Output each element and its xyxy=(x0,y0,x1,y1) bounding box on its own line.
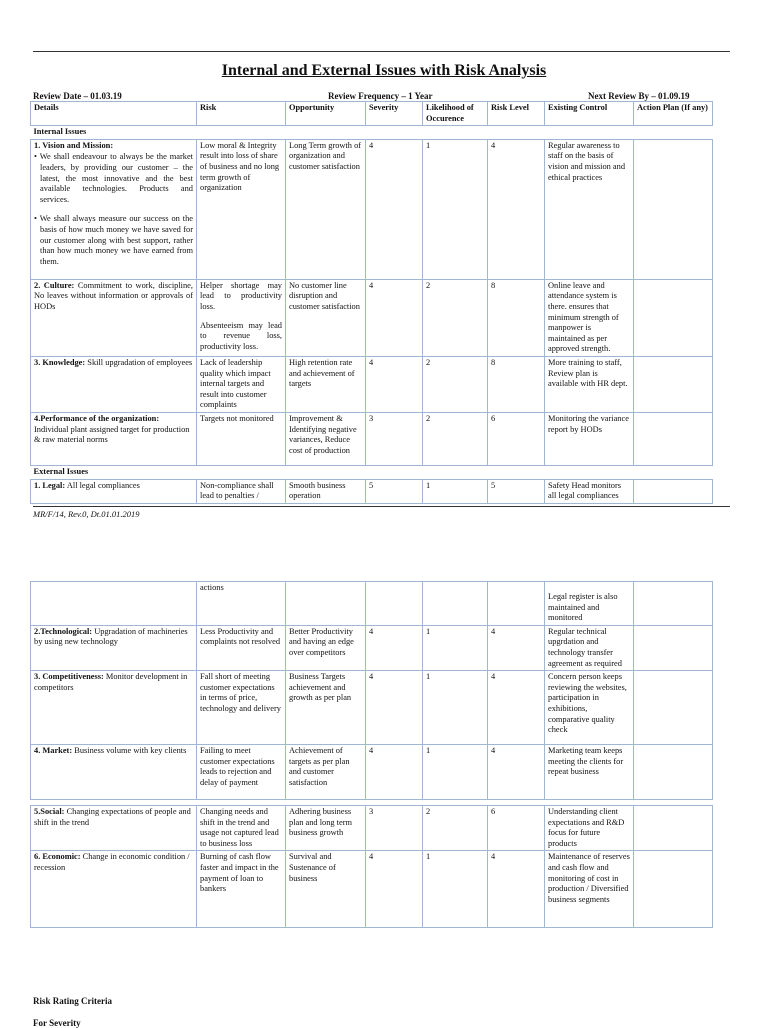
header-opportunity: Opportunity xyxy=(286,102,366,126)
table-header-row xyxy=(31,102,713,126)
risk-level-cell: 4 xyxy=(488,671,545,745)
action-plan-cell xyxy=(634,745,713,800)
likelihood-cell: 1 xyxy=(423,139,488,279)
row-heading: 1. Vision and Mission: xyxy=(34,140,114,150)
table-row xyxy=(31,625,713,670)
severity-cell: 3 xyxy=(366,806,423,851)
table-row xyxy=(31,671,713,745)
action-plan-cell xyxy=(634,139,713,279)
action-plan-cell xyxy=(634,279,713,356)
table-row xyxy=(31,356,713,412)
header-risk-level: Risk Level xyxy=(488,102,545,126)
header-existing-control: Existing Control xyxy=(545,102,634,126)
bullet-item: • We shall endeavour to always be the market leaders, by providing our customer – the latest, the most innovative and the best available technologies. Products and services. xyxy=(34,152,194,204)
details-cell: 2.Technological: Upgradation of machineries by using new technology xyxy=(31,625,197,670)
risk-table-page-1 xyxy=(30,101,713,504)
risk-cell: Fall short of meeting customer expectations in terms of price, technology and delivery xyxy=(197,671,286,745)
severity-cell: 3 xyxy=(366,412,423,465)
table-row xyxy=(31,139,713,279)
details-cell: 1. Legal: All legal compliances xyxy=(31,479,197,503)
details-cell: 4.Performance of the organization: Individual plant assigned target for production & raw material norms xyxy=(31,412,197,465)
severity-cell: 4 xyxy=(366,851,423,928)
risk-level-cell: 4 xyxy=(488,851,545,928)
severity-cell xyxy=(366,582,423,626)
table-row xyxy=(31,851,713,928)
control-cell: Marketing team keeps meeting the clients for repeat business xyxy=(545,745,634,800)
risk-level-cell: 5 xyxy=(488,479,545,503)
details-cell: 2. Culture: Commitment to work, discipline, No leaves without information or approvals of HODs xyxy=(31,279,197,356)
bullet-item: • We shall always measure our success on the basis of how much money we have saved for our customer along with best support, rather than how much money we have earned from them. xyxy=(34,214,193,266)
risk-cell: actions xyxy=(197,582,286,626)
risk-level-cell xyxy=(488,582,545,626)
risk-cell: Low moral & Integrity result into loss of share of business and no long term growth of organization xyxy=(197,139,286,279)
opportunity-cell: Smooth business operation xyxy=(286,479,366,503)
details-cell: 3. Knowledge: Skill upgradation of employees xyxy=(31,356,197,412)
table-row xyxy=(31,745,713,800)
risk-level-cell: 6 xyxy=(488,806,545,851)
table-row xyxy=(31,279,713,356)
risk-cell: Burning of cash flow faster and impact in the payment of loan to bankers xyxy=(197,851,286,928)
likelihood-cell: 2 xyxy=(423,806,488,851)
header-likelihood: Likelihood of Occurence xyxy=(423,102,488,126)
severity-cell: 5 xyxy=(366,479,423,503)
control-cell: Regular awareness to staff on the basis of vision and mission and ethical practices xyxy=(545,139,634,279)
details-cell xyxy=(31,139,197,279)
control-cell: Online leave and attendance system is there. ensures that minimum strength of manpower is maintained as per approved strength. xyxy=(545,279,634,356)
document-title: Internal and External Issues with Risk Analysis xyxy=(221,62,547,79)
review-frequency: Review Frequency – 1 Year xyxy=(328,91,433,101)
control-cell: Maintenance of reserves and cash flow and monitoring of cost in production / Diversified business segments xyxy=(545,851,634,928)
likelihood-cell: 2 xyxy=(423,412,488,465)
severity-cell: 4 xyxy=(366,356,423,412)
opportunity-cell: Business Targets achievement and growth as per plan xyxy=(286,671,366,745)
details-cell: 3. Competitiveness: Monitor development in competitors xyxy=(31,671,197,745)
opportunity-cell: Better Productivity and having an edge over competitors xyxy=(286,625,366,670)
table-row xyxy=(31,479,713,503)
opportunity-cell: Achievement of targets as per plan and customer satisfaction xyxy=(286,745,366,800)
top-rule xyxy=(33,51,730,52)
risk-rating-criteria-heading: Risk Rating Criteria xyxy=(33,996,112,1006)
risk-table-page-2b xyxy=(30,805,713,928)
risk-cell: Less Productivity and complaints not resolved xyxy=(197,625,286,670)
for-severity-heading: For Severity xyxy=(33,1018,81,1028)
risk-level-cell: 4 xyxy=(488,139,545,279)
next-review: Next Review By – 01.09.19 xyxy=(588,91,690,101)
severity-cell: 4 xyxy=(366,745,423,800)
likelihood-cell: 1 xyxy=(423,851,488,928)
action-plan-cell xyxy=(634,356,713,412)
header-details: Details xyxy=(31,102,197,126)
risk-level-cell: 8 xyxy=(488,279,545,356)
details-cell: 6. Economic: Change in economic condition / recession xyxy=(31,851,197,928)
opportunity-cell: High retention rate and achievement of targets xyxy=(286,356,366,412)
section-row-external xyxy=(31,465,713,479)
likelihood-cell: 2 xyxy=(423,356,488,412)
action-plan-cell xyxy=(634,479,713,503)
opportunity-cell: No customer line disruption and customer satisfaction xyxy=(286,279,366,356)
likelihood-cell: 1 xyxy=(423,671,488,745)
severity-cell: 4 xyxy=(366,671,423,745)
likelihood-cell: 1 xyxy=(423,745,488,800)
control-cell: Understanding client expectations and R&D focus for future products xyxy=(545,806,634,851)
footer-rule xyxy=(33,506,730,507)
action-plan-cell xyxy=(634,625,713,670)
likelihood-cell: 1 xyxy=(423,625,488,670)
risk-cell: Lack of leadership quality which impact internal targets and result into customer complaints xyxy=(197,356,286,412)
header-risk: Risk xyxy=(197,102,286,126)
risk-level-cell: 4 xyxy=(488,745,545,800)
opportunity-cell: Adhering business plan and long term business growth xyxy=(286,806,366,851)
action-plan-cell xyxy=(634,851,713,928)
risk-level-cell: 4 xyxy=(488,625,545,670)
control-cell: Legal register is also maintained and monitored xyxy=(545,582,634,626)
risk-table-page-2a xyxy=(30,581,713,800)
severity-cell: 4 xyxy=(366,625,423,670)
section-external-issues: External Issues xyxy=(33,466,89,476)
control-cell: Monitoring the variance report by HODs xyxy=(545,412,634,465)
likelihood-cell: 1 xyxy=(423,479,488,503)
header-action-plan: Action Plan (If any) xyxy=(634,102,713,126)
control-cell: Regular technical upgrdation and technology transfer agreement as required xyxy=(545,625,634,670)
table-row xyxy=(31,582,713,626)
risk-cell: Non-compliance shall lead to penalties / xyxy=(197,479,286,503)
action-plan-cell xyxy=(634,671,713,745)
control-cell: Safety Head monitors all legal compliances xyxy=(545,479,634,503)
review-date: Review Date – 01.03.19 xyxy=(33,91,122,101)
risk-cell: Targets not monitored xyxy=(197,412,286,465)
details-cell: 5.Social: Changing expectations of people and shift in the trend xyxy=(31,806,197,851)
action-plan-cell xyxy=(634,412,713,465)
details-cell xyxy=(31,582,197,626)
action-plan-cell xyxy=(634,806,713,851)
risk-cell: Helper shortage may lead to productivity loss. Absenteeism may lead to revenue loss, productivity loss. xyxy=(197,279,286,356)
likelihood-cell: 2 xyxy=(423,279,488,356)
opportunity-cell: Survival and Sustenance of business xyxy=(286,851,366,928)
risk-level-cell: 8 xyxy=(488,356,545,412)
table-row xyxy=(31,412,713,465)
section-internal-issues: Internal Issues xyxy=(33,127,87,137)
risk-cell: Changing needs and shift in the trend and usage not captured lead to business loss xyxy=(197,806,286,851)
likelihood-cell xyxy=(423,582,488,626)
risk-level-cell: 6 xyxy=(488,412,545,465)
severity-cell: 4 xyxy=(366,139,423,279)
control-cell: More training to staff, Review plan is available with HR dept. xyxy=(545,356,634,412)
opportunity-cell: Improvement & Identifying negative variances, Reduce cost of production xyxy=(286,412,366,465)
table-row xyxy=(31,806,713,851)
header-severity: Severity xyxy=(366,102,423,126)
opportunity-cell xyxy=(286,582,366,626)
action-plan-cell xyxy=(634,582,713,626)
document-footer: MR/F/14, Rev.0, Dt.01.01.2019 xyxy=(33,509,140,519)
section-row-internal xyxy=(31,126,713,140)
risk-cell: Failing to meet customer expectations leads to rejection and delay of payment xyxy=(197,745,286,800)
opportunity-cell: Long Term growth of organization and customer satisfaction xyxy=(286,139,366,279)
severity-cell: 4 xyxy=(366,279,423,356)
control-cell: Concern person keeps reviewing the websites, participation in exhibitions, comparative quality check xyxy=(545,671,634,745)
details-cell: 4. Market: Business volume with key clients xyxy=(31,745,197,800)
